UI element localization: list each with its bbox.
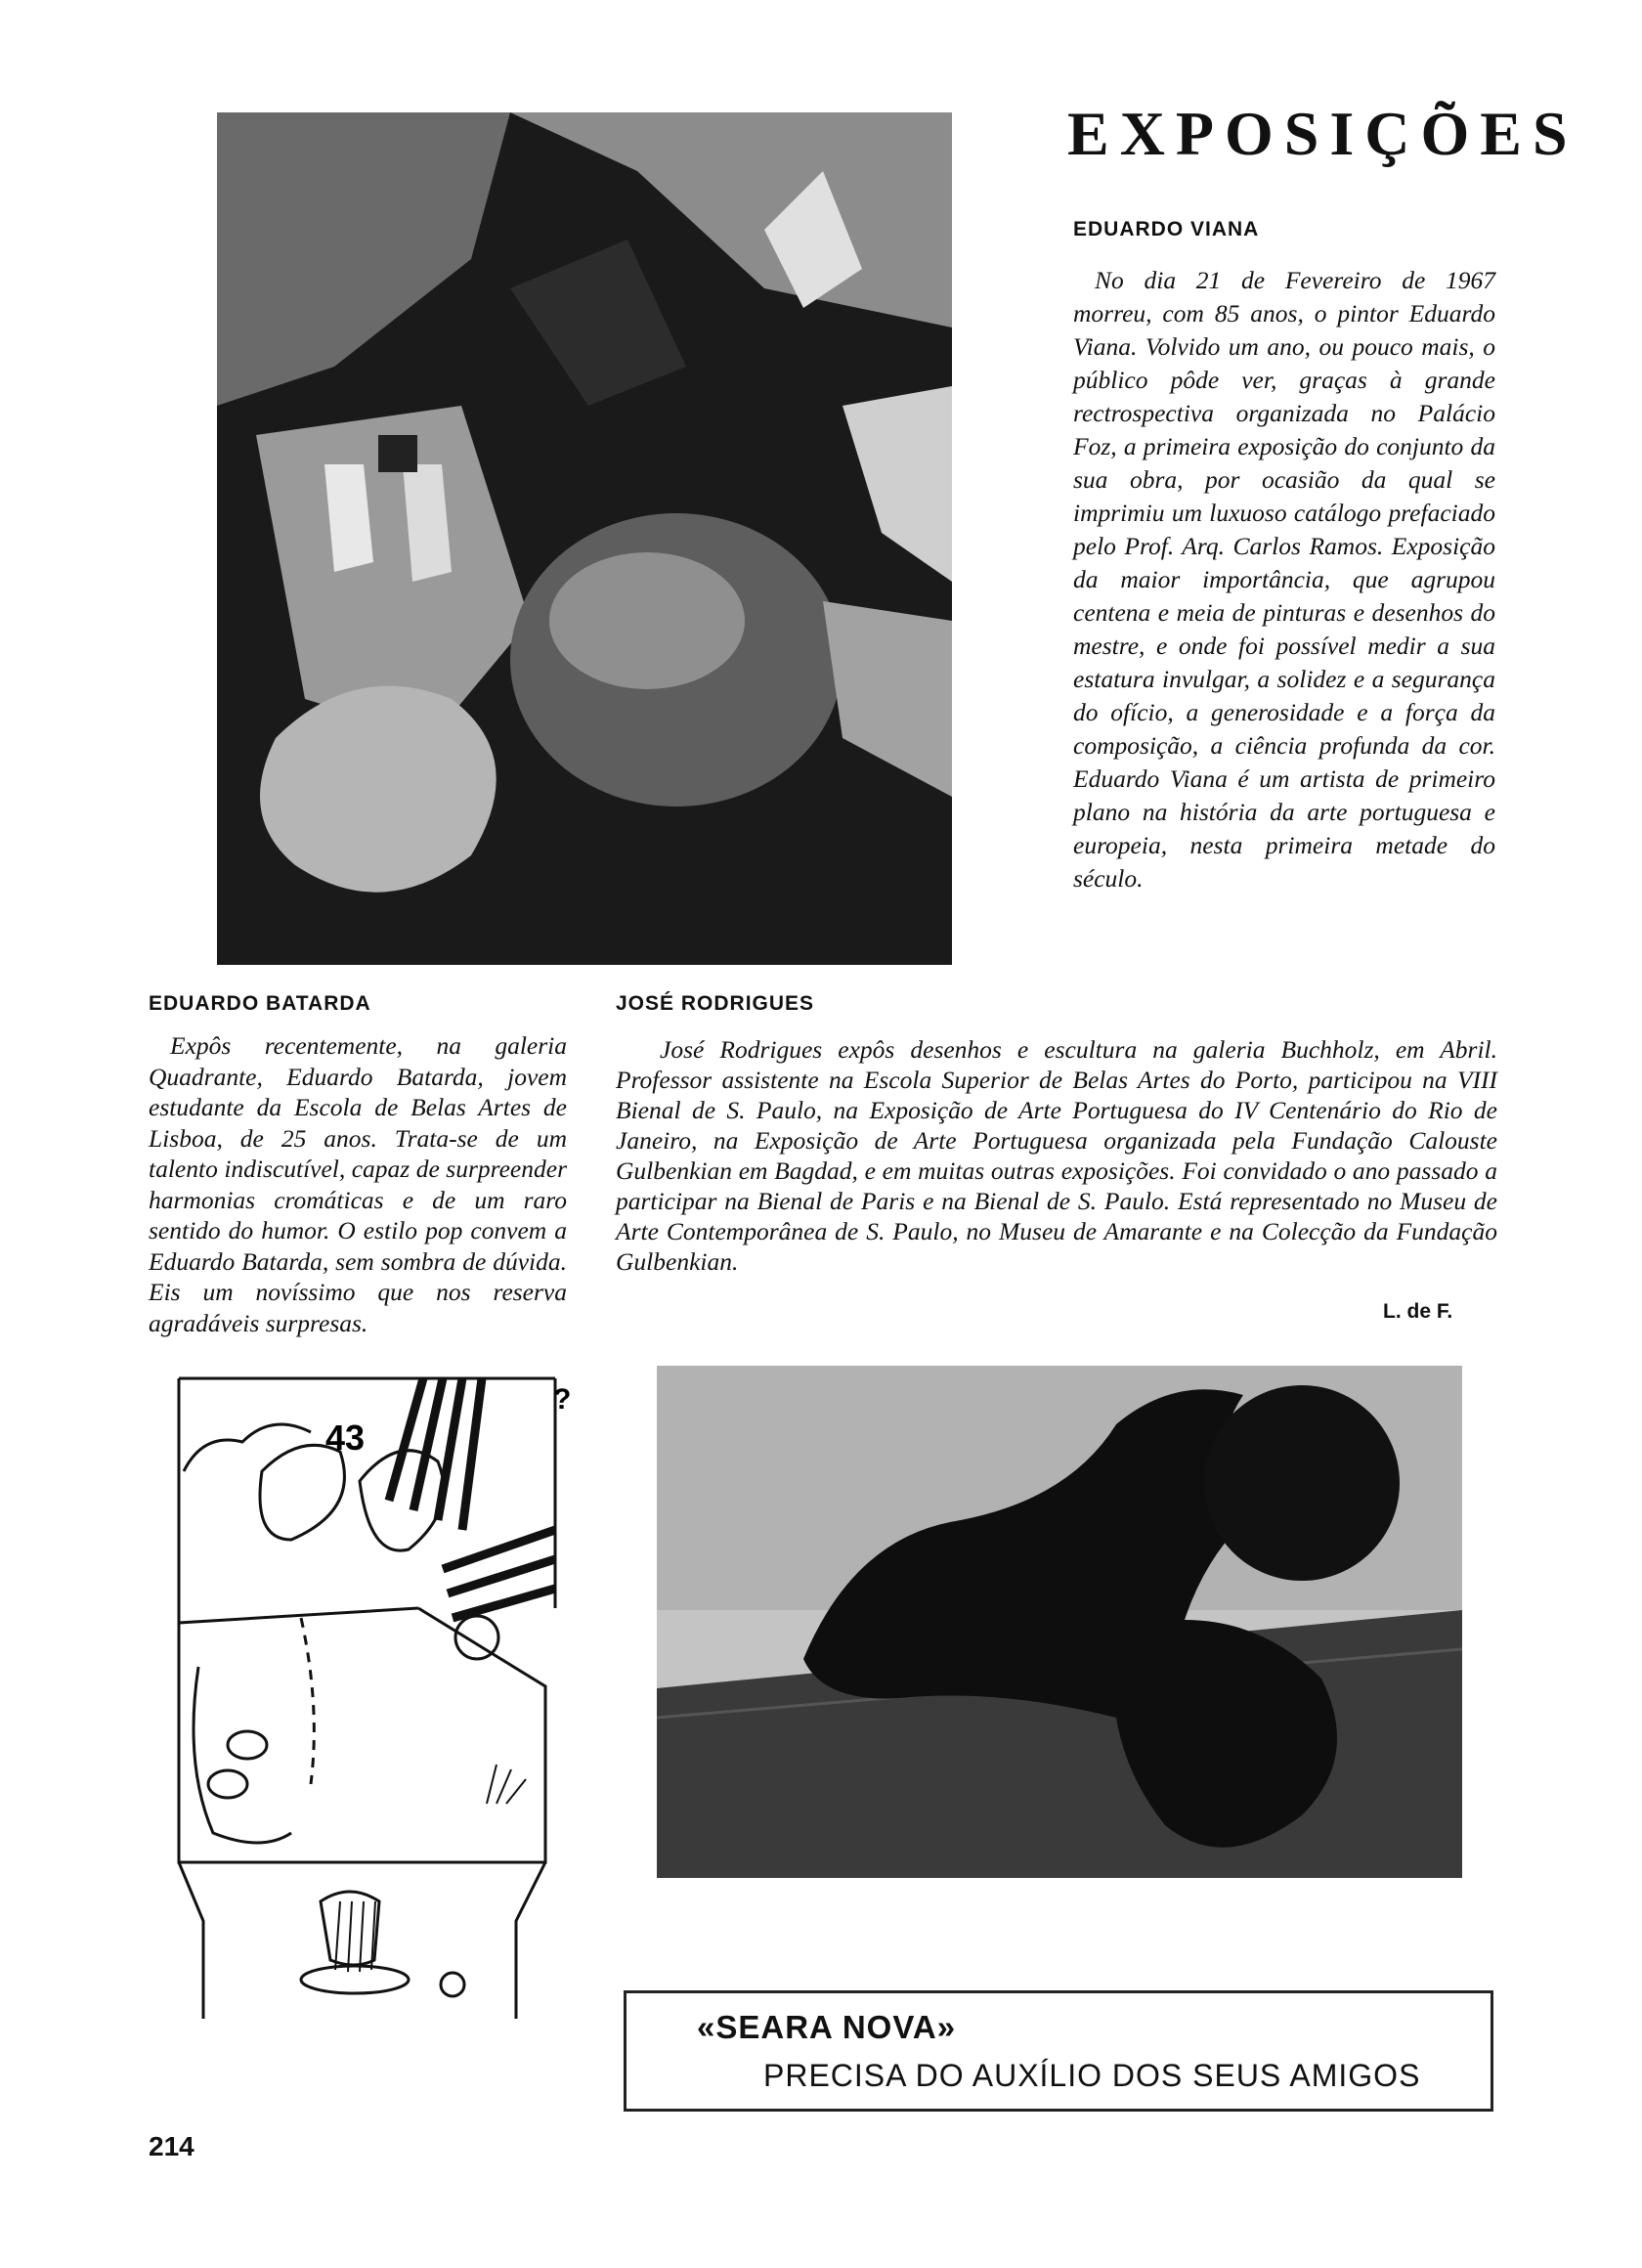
batarda-heading: EDUARDO BATARDA (149, 992, 371, 1015)
drawing-illustration (145, 1374, 575, 2019)
drawing-question-mark: ? (553, 1383, 572, 1416)
seara-nova-ad (624, 1990, 1493, 2112)
batarda-body: Expôs recentemente, na galeria Quadrante, Eduardo Batarda, jovem estudante da Escola de Belas Artes de Lisboa, de 25 anos. Trata-se de um talento indiscutível, capaz de surpreender harmonias cromáticas e de um raro sentido do humor. O estilo pop convem a Eduardo Batarda, sem sombra de dúvida. Eis um novíssimo que nos reserva agradáveis surpresas. (149, 1031, 567, 1337)
sculpture-illustration (657, 1366, 1462, 1878)
sculpture-photo (657, 1366, 1462, 1878)
painting-photo (217, 112, 952, 965)
rodrigues-body: José Rodrigues expôs desenhos e escultura na galeria Buchholz, em Abril. Professor assistente na Escola Superior de Belas Artes do Porto, participou na VIII Bienal de S. Paulo, na Exposição de Arte Portuguesa do IV Centenário do Rio de Janeiro, na Exposição de Arte Portuguesa organizada pela Fundação Calouste Gulbenkian em Bagdad, e em muitas outras exposições. Foi convidado o ano passado a participar na Bienal de Paris e na Bienal de S. Paulo. Está representado no Museu de Arte Contemporânea de S. Paulo, no Museu de Amarante e na Colecção da Fundação Gulbenkian. (616, 1035, 1497, 1276)
drawing-number: 43 (325, 1418, 366, 1458)
rodrigues-heading: JOSÉ RODRIGUES (616, 992, 815, 1015)
viana-body: No dia 21 de Fevereiro de 1967 morreu, com 85 anos, o pintor Eduardo Viana. Volvido um ano, ou pouco mais, o público pôde ver, graças à grande rectrospectiva organizada no Palácio Foz, a primeira exposição do conjunto da sua obra, por ocasião da qual se imprimiu um luxuoso catálogo prefaciado pelo Prof. Arq. Carlos Ramos. Exposição da maior importância, que agrupou centena e meia de pinturas e desenhos do mestre, e onde foi possível medir a sua estatura invulgar, a solidez e a segurança do ofício, a generosidade e a força da composição, a ciência profunda da cor. Eduardo Viana é um artista de primeiro plano na história da arte portuguesa e europeia, nesta primeira metade do século. (1073, 266, 1495, 893)
page-title: EXPOSIÇÕES (1067, 99, 1578, 168)
ad-line-1: «SEARA NOVA» (697, 2009, 957, 2045)
author-signature: L. de F. (1383, 1300, 1453, 1323)
viana-heading: EDUARDO VIANA (1073, 218, 1260, 240)
painting-illustration (217, 112, 952, 965)
ad-line-2: PRECISA DO AUXÍLIO DOS SEUS AMIGOS (763, 2058, 1421, 2093)
pop-drawing (145, 1374, 575, 2019)
page-number: 214 (149, 2131, 194, 2161)
